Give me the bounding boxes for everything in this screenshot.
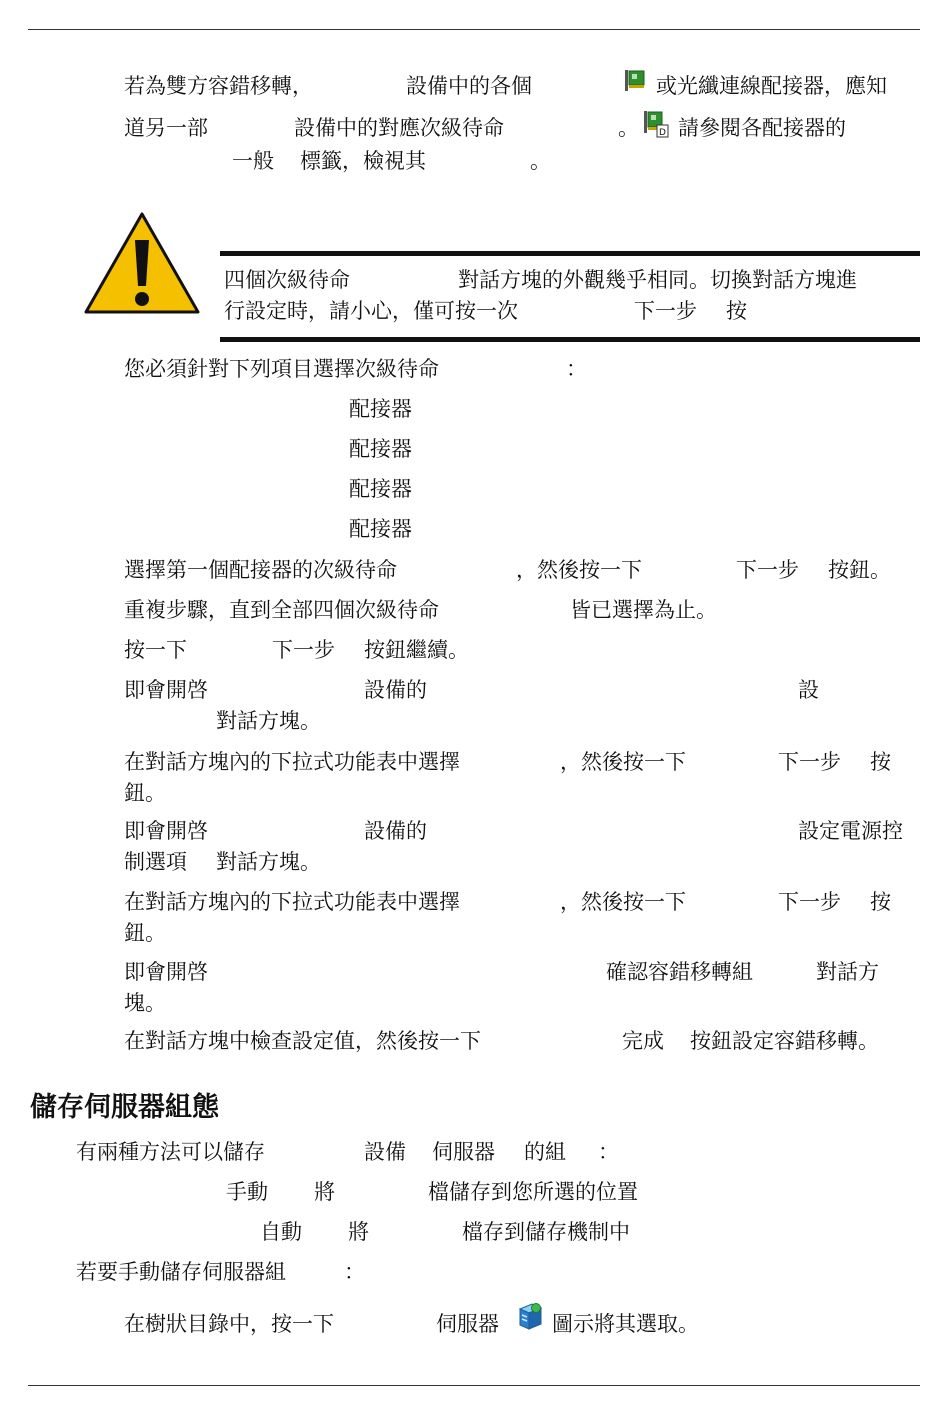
select-intro: ： xyxy=(566,357,587,381)
step-text: 對話方 xyxy=(816,960,879,984)
warning-text: 按 xyxy=(726,299,747,323)
bottom-rule xyxy=(28,1385,920,1386)
intro-text: 標籤，檢視其 xyxy=(300,149,426,173)
step-text: 鈕。 xyxy=(124,781,166,805)
intro-text: 或光纖連線配接器，應知 xyxy=(656,74,887,98)
section-text: 伺服器 xyxy=(436,1312,499,1336)
step-text: 確認容錯移轉組 xyxy=(606,960,753,984)
section-text: 有兩種方法可以儲存 xyxy=(76,1140,265,1164)
server-icon xyxy=(514,1301,544,1331)
section-text: 伺服器 xyxy=(432,1140,495,1164)
step-text: 按鈕設定容錯移轉。 xyxy=(690,1029,879,1053)
step-text: 按 xyxy=(870,890,891,914)
intro-text: 道另一部 xyxy=(124,116,208,140)
method-auto: 將 xyxy=(348,1220,369,1244)
section-text: 設備 xyxy=(364,1140,406,1164)
section-text: ： xyxy=(344,1260,365,1284)
method-auto: 檔存到儲存機制中 xyxy=(462,1220,630,1244)
section-text: ： xyxy=(598,1140,619,1164)
step-text: 設 xyxy=(798,678,819,702)
step-text: 按鈕繼續。 xyxy=(364,638,469,662)
method-manual: 手動 xyxy=(226,1180,268,1204)
step-text: 在對話方塊內的下拉式功能表中選擇 xyxy=(124,890,460,914)
top-rule xyxy=(28,29,920,30)
list-item: 配接器 xyxy=(349,397,412,421)
step-text: 在對話方塊內的下拉式功能表中選擇 xyxy=(124,750,460,774)
adapter-icon xyxy=(624,69,646,93)
svg-text:D: D xyxy=(659,128,666,138)
step-text: 按 xyxy=(870,750,891,774)
step-text: 塊。 xyxy=(124,991,166,1015)
step-text: 下一步 xyxy=(778,890,841,914)
intro-text: 。 xyxy=(618,116,639,140)
section-text: 在樹狀目錄中，按一下 xyxy=(124,1312,334,1336)
list-item: 配接器 xyxy=(349,517,412,541)
list-item: 配接器 xyxy=(349,477,412,501)
step-text: 下一步 xyxy=(272,638,335,662)
method-manual: 檔儲存到您所選的位置 xyxy=(428,1180,638,1204)
intro-text: 若為雙方容錯移轉， xyxy=(124,74,313,98)
warning-top-bar xyxy=(220,251,920,256)
warning-text: 下一步 xyxy=(634,299,697,323)
step-text: 完成 xyxy=(622,1029,664,1053)
warning-text: 行設定時，請小心，僅可按一次 xyxy=(224,299,518,323)
intro-text: 設備中的各個 xyxy=(406,74,532,98)
select-intro: 您必須針對下列項目選擇次級待命 xyxy=(124,357,439,381)
step-text: 設定電源控 xyxy=(798,819,903,843)
warning-icon xyxy=(82,210,202,316)
intro-text: 一般 xyxy=(232,149,274,173)
section-text: 圖示將其選取。 xyxy=(552,1312,699,1336)
step-text: ，然後按一下 xyxy=(560,890,686,914)
section-heading: 儲存伺服器組態 xyxy=(30,1092,219,1123)
step-text: 即會開啓 xyxy=(124,960,208,984)
method-manual: 將 xyxy=(314,1180,335,1204)
intro-text: 請參閱各配接器的 xyxy=(678,116,846,140)
warning-bottom-bar xyxy=(220,337,920,342)
step-text: 按鈕。 xyxy=(828,558,891,582)
step-text: 對話方塊。 xyxy=(216,850,321,874)
list-item: 配接器 xyxy=(349,437,412,461)
step-text: 即會開啓 xyxy=(124,819,208,843)
adapter-d-icon xyxy=(643,110,669,138)
step-text: 按一下 xyxy=(124,638,187,662)
section-text: 的組 xyxy=(524,1140,566,1164)
step-text: 皆已選擇為止。 xyxy=(570,598,717,622)
step-text: 在對話方塊中檢查設定值，然後按一下 xyxy=(124,1029,481,1053)
step-text: 重複步驟，直到全部四個次級待命 xyxy=(124,598,439,622)
step-text: ，然後按一下 xyxy=(516,558,642,582)
method-auto: 自動 xyxy=(260,1220,302,1244)
warning-text: 對話方塊的外觀幾乎相同。切換對話方塊進 xyxy=(458,268,857,292)
warning-text: 四個次級待命 xyxy=(224,268,350,292)
step-text: 對話方塊。 xyxy=(216,709,321,733)
step-text: 設備的 xyxy=(364,819,427,843)
step-text: 下一步 xyxy=(778,750,841,774)
section-text: 若要手動儲存伺服器組 xyxy=(76,1260,286,1284)
step-text: 即會開啓 xyxy=(124,678,208,702)
step-text: 制選項 xyxy=(124,850,187,874)
intro-text: 設備中的對應次級待命 xyxy=(294,116,504,140)
step-text: 鈕。 xyxy=(124,921,166,945)
step-text: ，然後按一下 xyxy=(560,750,686,774)
step-text: 設備的 xyxy=(364,678,427,702)
step-text: 選擇第一個配接器的次級待命 xyxy=(124,558,397,582)
step-text: 下一步 xyxy=(736,558,799,582)
intro-text: 。 xyxy=(530,149,551,173)
